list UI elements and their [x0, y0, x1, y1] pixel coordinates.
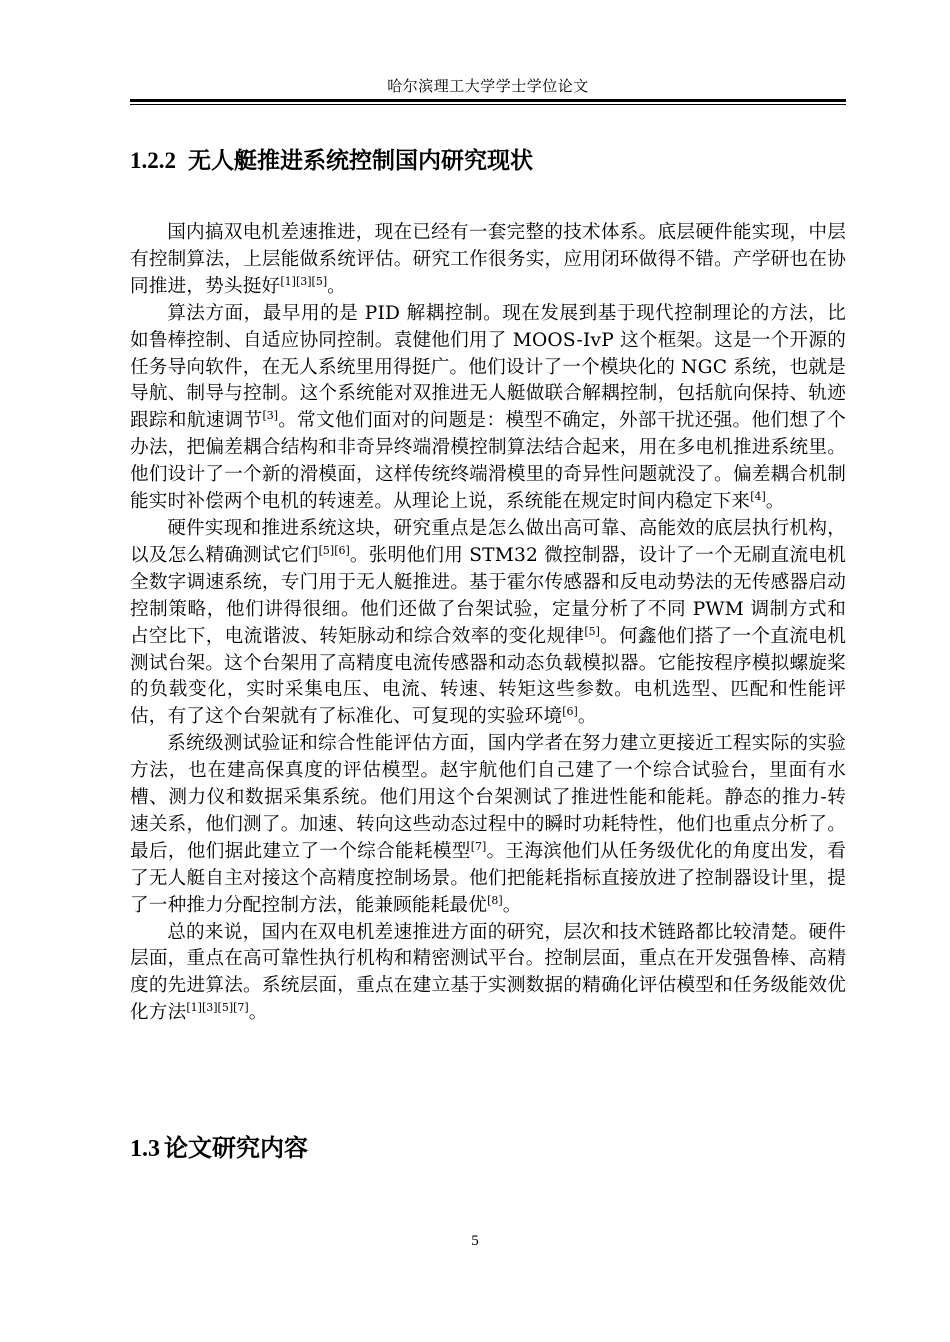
paragraph-text: 算法方面，最早用的是 PID 解耦控制。现在发展到基于现代控制理论的方法，比如鲁棒控制、自适应协同控制。袁健他们用了 MOOS-IvP 这个框架。这是一个开源的任务导向软件，在无人系统里用得挺广。他们设计了一个模块化的 NGC 系统，也就是导航、制导与控制。这个系统能对双推进无人艇做联合解耦控制，包括航向保持、轨迹跟踪和航速调节	[130, 302, 846, 432]
paragraph-4	[130, 731, 846, 919]
paragraph-text: 系统级测试验证和综合性能评估方面，国内学者在努力建立更接近工程实际的实验方法，也在建高保真度的评估模型。赵宇航他们自己建了一个综合试验台，里面有水槽、测力仪和数据采集系统。他们用这个台架测试了推进性能和能耗。静态的推力-转速关系，他们测了。加速、转向这些动态过程中的瞬时功耗特性，他们也重点分析了。最后，他们据此建立了一个综合能耗模型	[130, 733, 846, 862]
citation: [1][3][5][7]	[186, 1001, 249, 1015]
paragraph-5	[130, 920, 846, 1028]
citation: [8]	[487, 893, 503, 907]
paragraph-1	[130, 220, 846, 301]
paragraph-text: 国内搞双电机差速推进，现在已经有一套完整的技术体系。底层硬件能实现，中层有控制算法，上层能做系统评估。研究工作很务实，应用闭环做得不错。产学研也在协同推进，势头挺好	[130, 222, 846, 297]
citation: [6]	[562, 705, 578, 719]
paragraph-text: 。张明他们用 STM32 微控制器，设计了一个无刷直流电机全数字调速系统，专门用于无人艇推进。基于霍尔传感器和反电动势法的无传感器启动控制策略，他们讲得很细。他们还做了台架试验，定量分析了不同 PWM 调制方式和占空比下，电流谐波、转矩脉动和综合效率的变化规律	[130, 544, 846, 647]
paragraph-tail: 。	[327, 275, 346, 297]
next-section-heading	[130, 1132, 308, 1165]
citation: [4]	[750, 490, 766, 504]
citation: [7]	[470, 839, 487, 853]
paragraph-text: 。王海滨他们从任务级优化的角度出发，看了无人艇自主对接这个高精度控制场景。他们把能耗指标直接放进了控制器设计里，提了一种推力分配控制方法，能兼顾能耗最优	[130, 840, 846, 916]
paragraph-text: 。何鑫他们搭了一个直流电机测试台架。这个台架用了高精度电流传感器和动态负载模拟器。它能按程序模拟螺旋桨的负载变化，实时采集电压、电流、转速、转矩这些参数。电机选型、匹配和性能评估，有了这个台架就有了标准化、可复现的实验环境	[130, 625, 846, 728]
page-number: 5	[471, 1233, 479, 1249]
paragraph-text: 总的来说，国内在双电机差速推进方面的研究，层次和技术链路都比较清楚。硬件层面，重点在高可靠性执行机构和精密测试平台。控制层面，重点在开发强鲁棒、高精度的先进算法。系统层面，重点在建立基于实测数据的精确化评估模型和任务级能效优化方法	[130, 921, 846, 1024]
header-rule	[130, 99, 846, 102]
header-rule-thin	[130, 104, 846, 105]
section-number: 1.2.2	[130, 148, 176, 173]
section-title: 无人艇推进系统控制国内研究现状	[188, 147, 533, 174]
section-heading	[130, 146, 533, 176]
body-text	[130, 220, 846, 1027]
section-title: 论文研究内容	[164, 1133, 308, 1162]
citation: [3]	[262, 409, 279, 423]
paragraph-tail: 。	[765, 491, 785, 513]
paragraph-2	[130, 301, 846, 516]
page-header: 哈尔滨理工大学学士学位论文	[387, 77, 589, 95]
citation: [5]	[584, 624, 600, 638]
paragraph-tail: 。	[502, 894, 522, 916]
paragraph-tail: 。	[248, 1002, 268, 1024]
paragraph-text: 。常文他们面对的问题是：模型不确定，外部干扰还强。他们想了个办法，把偏差耦合结构和非奇异终端滑模控制算法结合起来，用在多电机推进系统里。他们设计了一个新的滑模面，这样传统终端滑模里的奇异性问题就没了。偏差耦合机制能实时补偿两个电机的转速差。从理论上说，系统能在规定时间内稳定下来	[130, 410, 846, 513]
citation: [1][3][5]	[280, 274, 328, 288]
citation: [5][6]	[318, 543, 350, 557]
paragraph-tail: 。	[577, 706, 597, 728]
paragraph-text: 硬件实现和推进系统这块，研究重点是怎么做出高可靠、高能效的底层执行机构，以及怎么精确测试它们	[130, 517, 846, 566]
section-number: 1.3	[130, 1136, 160, 1162]
paragraph-3	[130, 516, 846, 731]
